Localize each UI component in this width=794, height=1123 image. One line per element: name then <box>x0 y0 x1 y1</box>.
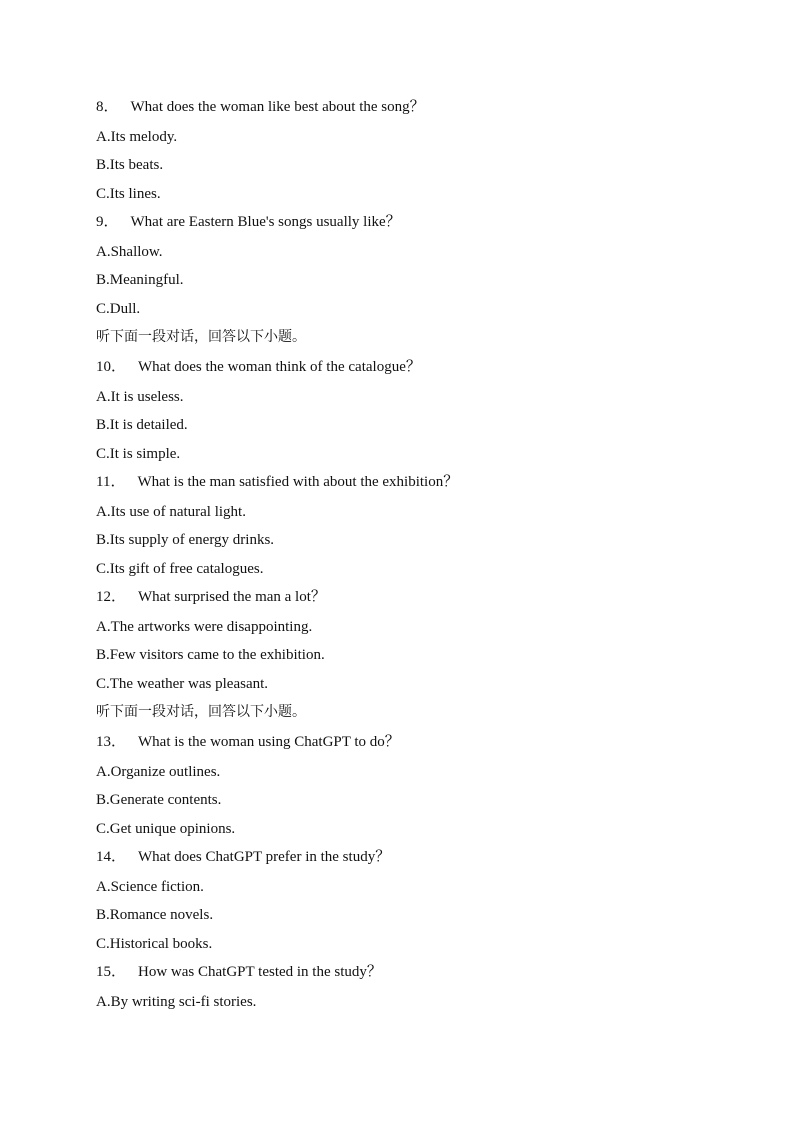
question-9 <box>96 356 736 386</box>
question-4 <box>96 211 736 241</box>
question-number: 10． <box>96 359 127 375</box>
answer-option: A.Shallow. <box>96 243 163 260</box>
answer-option: A.It is useless. <box>96 388 184 405</box>
question-text: How was ChatGPT tested in the study？ <box>138 964 382 980</box>
question-text: What does the woman think of the catalogue？ <box>138 359 421 375</box>
answer-option: A.Its melody. <box>96 128 178 145</box>
question-number: 11． <box>96 474 126 490</box>
answer-option: A.Organize outlines. <box>96 763 221 780</box>
question-text: What are Eastern Blue's songs usually like？ <box>130 214 401 230</box>
question-text: What surprised the man a lot？ <box>138 589 326 605</box>
document-page <box>96 96 736 1019</box>
answer-option: C.Its gift of free catalogues. <box>96 560 264 577</box>
answer-option: A.The artworks were disappointing. <box>96 618 313 635</box>
answer-option: B.Generate contents. <box>96 792 222 808</box>
question-13 <box>96 471 736 501</box>
question-number: 8． <box>96 99 119 115</box>
answer-option: B.Meaningful. <box>96 272 184 288</box>
answer-option: C.Its lines. <box>96 185 161 202</box>
answer-option: C.Dull. <box>96 300 141 317</box>
answer-option: B.Few visitors came to the exhibition. <box>96 647 325 663</box>
answer-option: C.Historical books. <box>96 935 213 952</box>
question-text: What is the woman using ChatGPT to do？ <box>138 734 400 750</box>
answer-option: C.It is simple. <box>96 445 181 462</box>
section-instruction: 听下面一段对话，回答以下小题。 <box>96 704 306 720</box>
answer-option: B.Its beats. <box>96 157 164 173</box>
question-17 <box>96 586 736 616</box>
answer-option: B.Its supply of energy drinks. <box>96 532 275 548</box>
answer-option: A.By writing sci-fi stories. <box>96 993 257 1010</box>
answer-option: A.Science fiction. <box>96 878 204 895</box>
question-number: 12． <box>96 589 127 605</box>
answer-option: C.The weather was pleasant. <box>96 675 269 692</box>
question-22 <box>96 731 736 761</box>
question-text: What does the woman like best about the song？ <box>130 99 425 115</box>
question-number: 9． <box>96 214 119 230</box>
question-text: What is the man satisfied with about the exhibition？ <box>137 474 459 490</box>
answer-option: A.Its use of natural light. <box>96 503 246 520</box>
answer-option: B.Romance novels. <box>96 907 214 923</box>
question-number: 15． <box>96 964 127 980</box>
question-26 <box>96 846 736 876</box>
answer-option: B.It is detailed. <box>96 417 188 433</box>
question-0 <box>96 96 736 126</box>
question-number: 13． <box>96 734 127 750</box>
section-instruction: 听下面一段对话，回答以下小题。 <box>96 329 306 345</box>
answer-option: C.Get unique opinions. <box>96 820 236 837</box>
question-number: 14． <box>96 849 127 865</box>
question-30 <box>96 961 736 991</box>
question-text: What does ChatGPT prefer in the study？ <box>138 849 391 865</box>
